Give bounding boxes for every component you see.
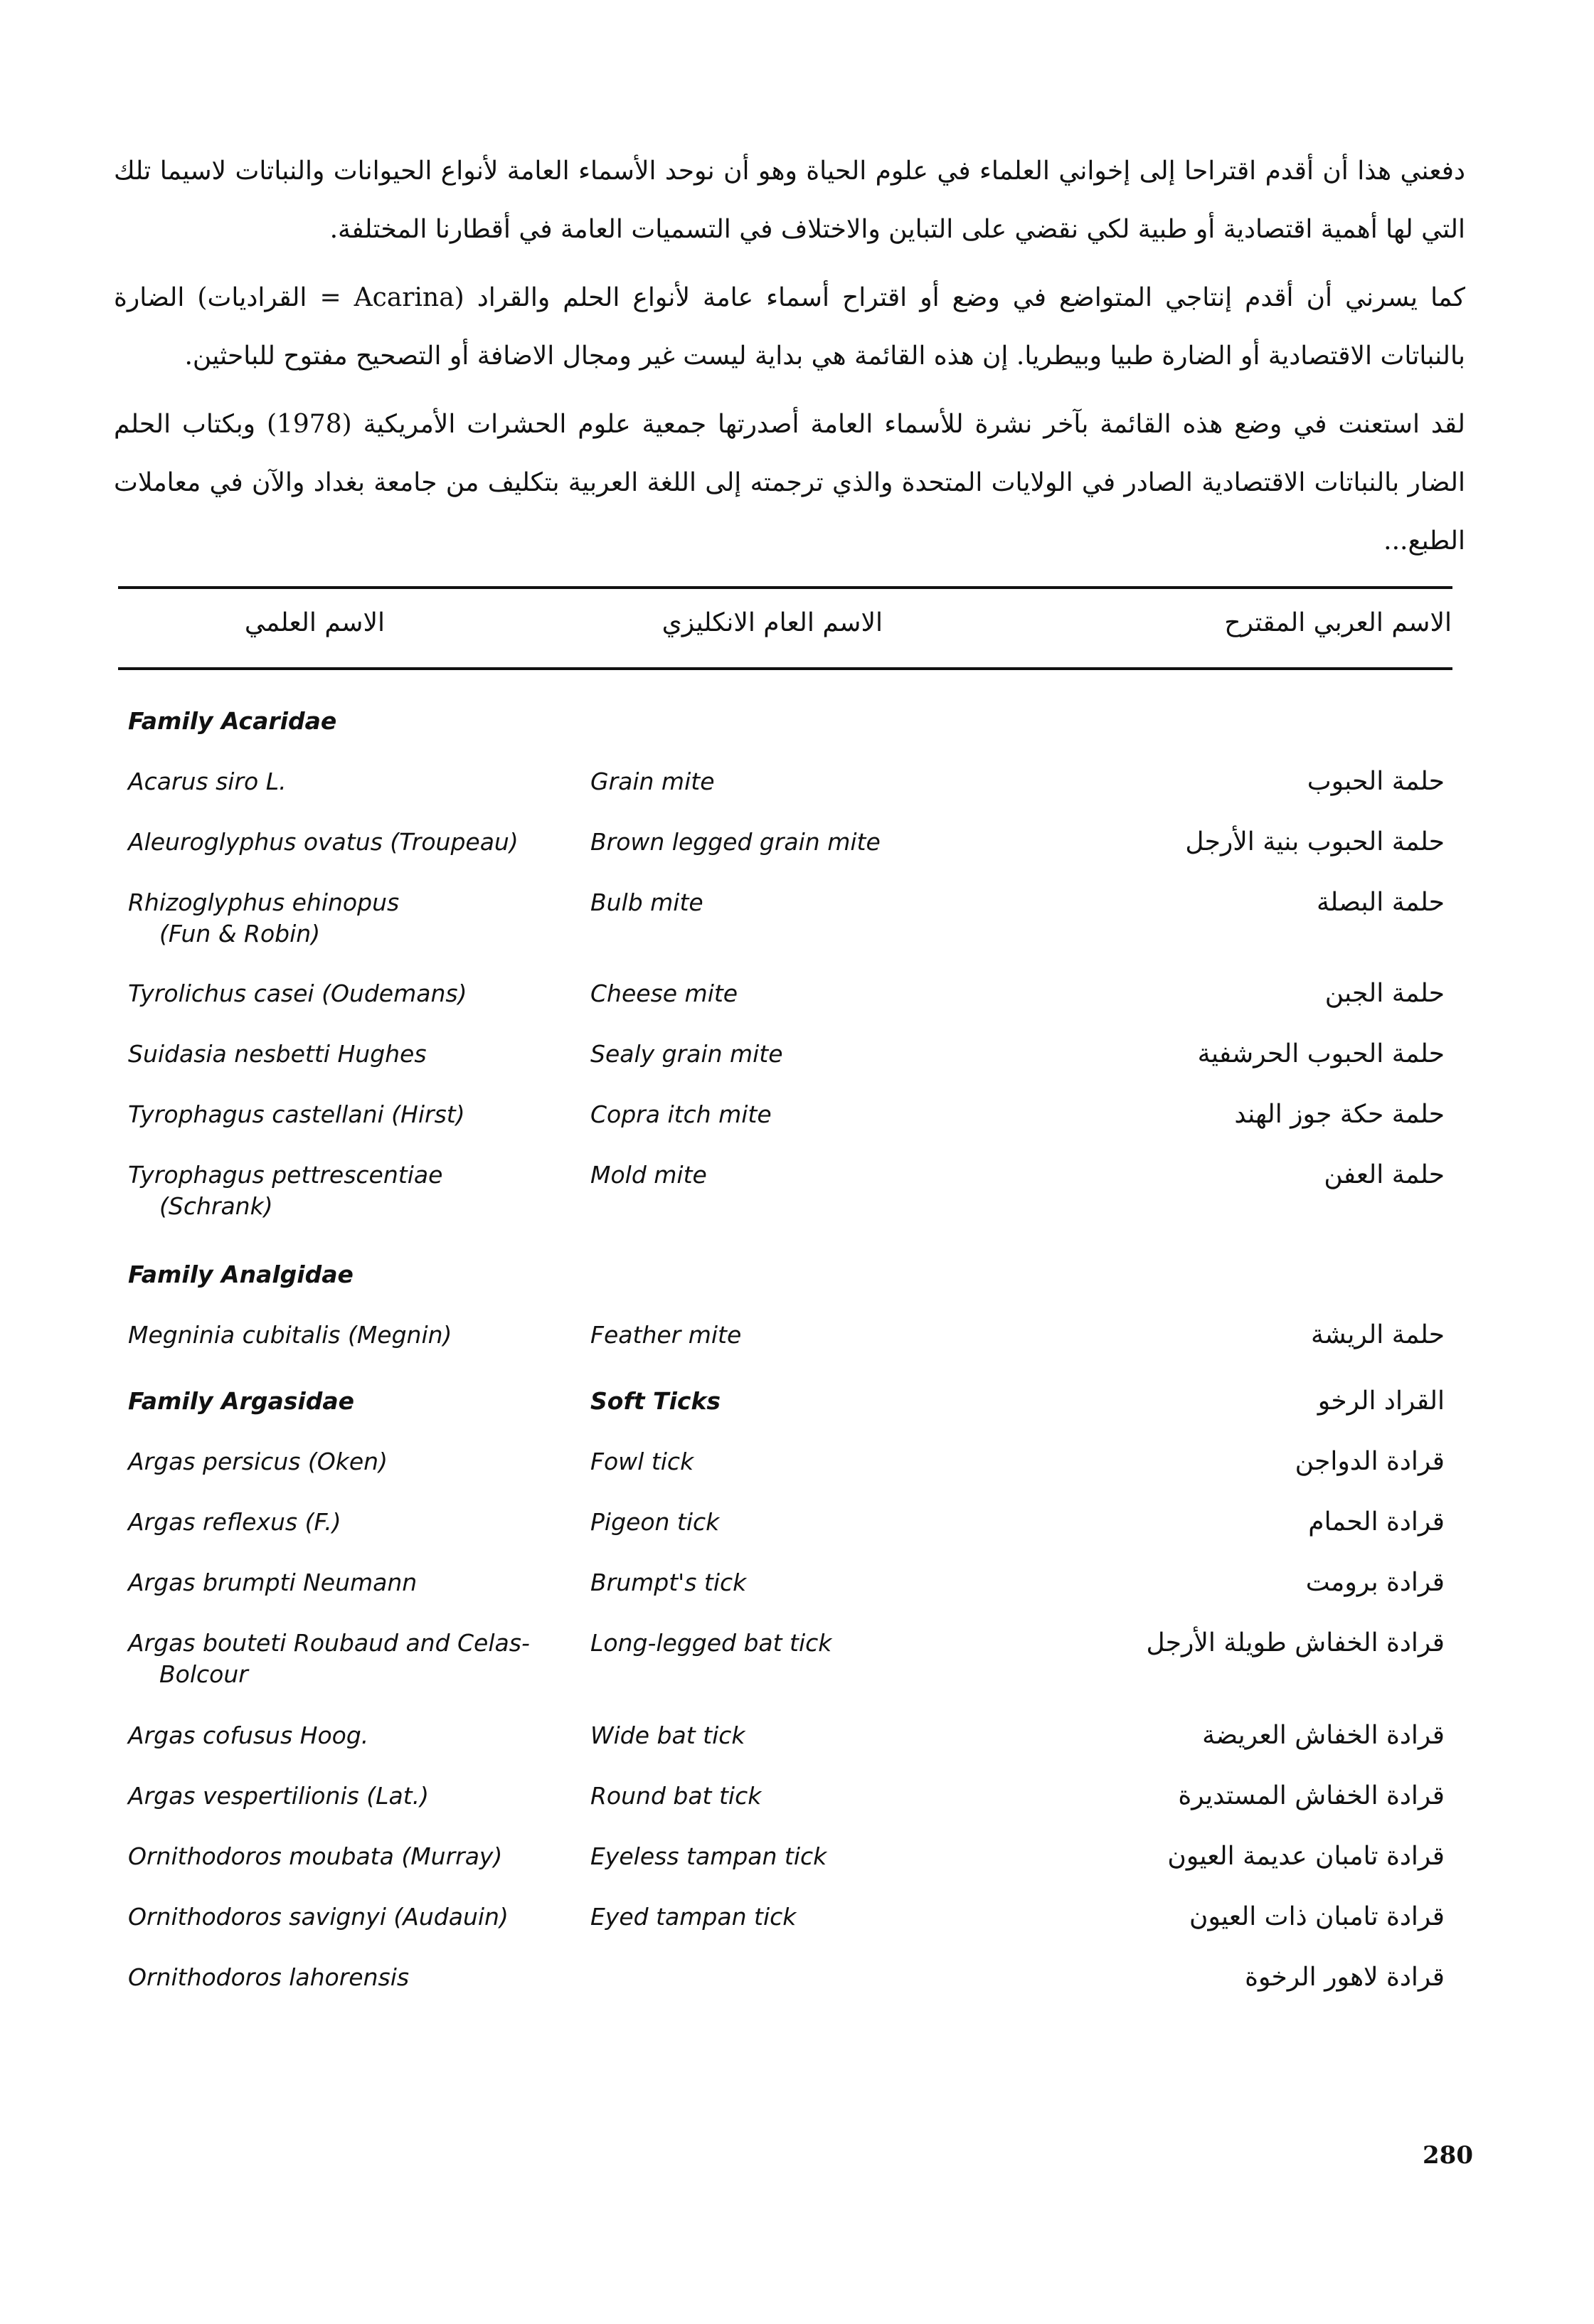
scientific-name-cell xyxy=(128,1386,555,1417)
english-name-cell: Soft Ticks xyxy=(590,1387,721,1415)
scientific-name-cell xyxy=(128,1962,555,1993)
arabic-name-cell: قرادة الحمام xyxy=(1308,1507,1445,1537)
arabic-name-cell: حلمة العفن xyxy=(1324,1160,1445,1189)
scientific-name-line: Megninia cubitalis (Megnin) xyxy=(128,1321,452,1349)
english-name-cell: Brown legged grain mite xyxy=(590,828,881,856)
scientific-name-continuation: (Schrank) xyxy=(159,1192,273,1220)
english-name-cell: Copra itch mite xyxy=(590,1100,772,1128)
scientific-name-line: Family Acaridae xyxy=(128,707,337,735)
header-scientific-name: الاسم العلمي xyxy=(244,608,385,637)
arabic-name-cell: قرادة الخفاش المستديرة xyxy=(1178,1781,1445,1810)
arabic-name-cell: حلمة الريشة xyxy=(1311,1320,1445,1349)
scientific-name-cell xyxy=(128,1841,555,1872)
scientific-name-cell xyxy=(128,1320,555,1351)
scientific-name-cell xyxy=(128,1507,555,1538)
arabic-name-cell: قرادة الخفاش طويلة الأرجل xyxy=(1146,1628,1445,1657)
intro-paragraph-2: كما يسرني أن أقدم إنتاجي المتواضع في وضع أو اقتراح أسماء عامة لأنواع الحلم والقراد (Acarina = القراديات) الضارة بالنباتات الاقتصادية أو الضارة طبيا وبيطريا. إن هذه القائمة هي بداية ليست غير ومجال الاضافة أو التصحيح مفتوح للباحثين. xyxy=(114,283,1466,371)
scientific-name-cell xyxy=(128,978,555,1009)
scientific-name-line: Argas persicus (Oken) xyxy=(128,1448,388,1475)
scientific-name-continuation: (Fun & Robin) xyxy=(159,920,321,948)
scientific-name-cell xyxy=(128,1039,555,1070)
scientific-name-line: Ornithodoros savignyi (Audauin) xyxy=(128,1903,509,1931)
scientific-name-cell xyxy=(128,1446,555,1477)
scientific-name-line: Tyrophagus castellani (Hirst) xyxy=(128,1100,465,1128)
arabic-name-cell: قرادة تامبان عديمة العيون xyxy=(1167,1842,1445,1871)
english-name-cell: Feather mite xyxy=(590,1321,742,1349)
english-name-cell: Wide bat tick xyxy=(590,1721,745,1749)
arabic-name-cell: حلمة حكة جوز الهند xyxy=(1234,1100,1445,1129)
scientific-name-cell xyxy=(128,766,555,797)
english-name-cell: Long-legged bat tick xyxy=(590,1629,832,1657)
scientific-name-cell xyxy=(128,1099,555,1130)
arabic-name-cell: قرادة الدواجن xyxy=(1295,1447,1445,1476)
header-arabic-name: الاسم العربي المقترح xyxy=(1224,608,1452,637)
scientific-name-cell xyxy=(128,887,555,950)
intro-paragraph-3: لقد استعنت في وضع هذه القائمة بآخر نشرة للأسماء العامة أصدرتها جمعية علوم الحشرات الأمريكية (1978) وبكتاب الحلم الضار بالنباتات الاقتصادية الصادر في الولايات المتحدة والذي ترجمته إلى اللغة العربية بتكليف من جامعة بغداد والآن في معاملات الطبع... xyxy=(114,410,1465,556)
arabic-name-cell: قرادة لاهور الرخوة xyxy=(1245,1963,1445,1992)
scientific-name-line: Argas reflexus (F.) xyxy=(128,1508,341,1536)
scientific-name-cell xyxy=(128,706,555,737)
arabic-name-cell: حلمة البصلة xyxy=(1317,888,1445,917)
scientific-name-line: Argas vespertilionis (Lat.) xyxy=(128,1782,430,1810)
arabic-name-cell: حلمة الحبوب xyxy=(1307,767,1445,796)
scientific-name-line: Acarus siro L. xyxy=(128,768,287,795)
scientific-name-line: Suidasia nesbetti Hughes xyxy=(128,1040,427,1068)
scientific-name-cell xyxy=(128,1628,555,1690)
scientific-name-line: Rhizoglyphus ehinopus xyxy=(128,888,400,916)
english-name-cell: Bulb mite xyxy=(590,888,703,916)
scientific-name-cell xyxy=(128,1720,555,1751)
header-english-name: الاسم العام الانكليزي xyxy=(661,608,883,637)
scientific-name-cell xyxy=(128,827,555,858)
arabic-name-cell: حلمة الحبوب الحرشفية xyxy=(1197,1039,1445,1068)
scientific-name-line: Tyrophagus pettrescentiae xyxy=(128,1161,443,1189)
table-header-rule xyxy=(118,667,1452,670)
scientific-name-cell xyxy=(128,1901,555,1933)
page-number: 280 xyxy=(1423,2141,1473,2170)
scientific-name-line: Family Argasidae xyxy=(128,1387,354,1415)
english-name-cell: Fowl tick xyxy=(590,1448,694,1475)
english-name-cell: Eyed tampan tick xyxy=(590,1903,797,1931)
scientific-name-line: Ornithodoros lahorensis xyxy=(128,1963,410,1991)
scientific-name-line: Argas brumpti Neumann xyxy=(128,1569,418,1596)
english-name-cell: Round bat tick xyxy=(590,1782,762,1810)
arabic-name-cell: حلمة الجبن xyxy=(1324,979,1445,1008)
english-name-cell: Grain mite xyxy=(590,768,715,795)
scientific-name-cell xyxy=(128,1781,555,1812)
scientific-name-continuation: Bolcour xyxy=(159,1660,248,1688)
scientific-name-line: Argas cofusus Hoog. xyxy=(128,1721,369,1749)
arabic-name-cell: القراد الرخو xyxy=(1317,1386,1445,1416)
intro-paragraph-1: دفعني هذا أن أقدم اقتراحا إلى إخواني العلماء في علوم الحياة وهو أن نوحد الأسماء العامة لأنواع الحيوانات والنباتات لاسيما تلك التي لها أهمية اقتصادية أو طبية لكي نقضي على التباين والاختلاف في التسميات العامة في أقطارنا المختلفة. xyxy=(114,156,1465,244)
english-name-cell: Eyeless tampan tick xyxy=(590,1842,827,1870)
english-name-cell: Pigeon tick xyxy=(590,1508,720,1536)
english-name-cell: Mold mite xyxy=(590,1161,707,1189)
english-name-cell: Brumpt's tick xyxy=(590,1569,747,1596)
scientific-name-cell xyxy=(128,1160,555,1222)
arabic-name-cell: حلمة الحبوب بنية الأرجل xyxy=(1185,827,1445,856)
scientific-name-line: Family Analgidae xyxy=(128,1261,354,1288)
arabic-name-cell: قرادة الخفاش العريضة xyxy=(1202,1721,1445,1750)
arabic-name-cell: قرادة برومت xyxy=(1305,1568,1445,1597)
table-top-rule xyxy=(118,586,1452,589)
arabic-name-cell: قرادة تامبان ذات العيون xyxy=(1189,1902,1445,1931)
english-name-cell: Cheese mite xyxy=(590,980,738,1007)
scientific-name-cell xyxy=(128,1567,555,1598)
english-name-cell: Sealy grain mite xyxy=(590,1040,783,1068)
scientific-name-line: Ornithodoros moubata (Murray) xyxy=(128,1842,503,1870)
intro-text xyxy=(114,142,1465,580)
scientific-name-cell xyxy=(128,1259,555,1290)
scientific-name-line: Argas bouteti Roubaud and Celas- xyxy=(128,1629,530,1657)
scientific-name-line: Tyrolichus casei (Oudemans) xyxy=(128,980,467,1007)
scientific-name-line: Aleuroglyphus ovatus (Troupeau) xyxy=(128,828,519,856)
